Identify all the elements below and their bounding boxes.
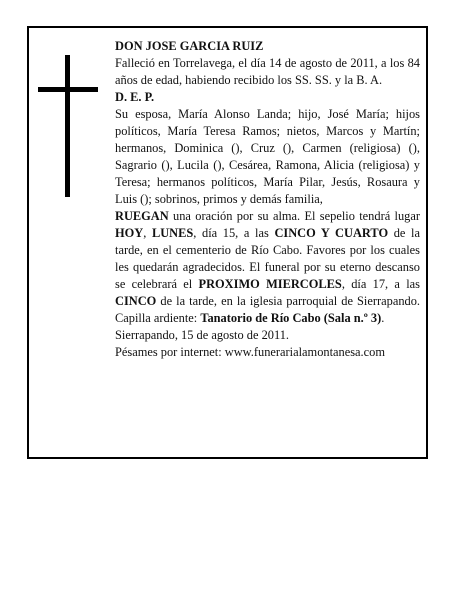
funeral-text-part: , día 15, a las bbox=[193, 226, 275, 240]
death-statement: Falleció en Torrelavega, el día 14 de agosto de 2011, a los 84 años de edad, habiendo recibido los SS. SS. y la B. A. bbox=[115, 56, 420, 87]
cross-vertical-bar bbox=[65, 55, 70, 197]
burial-time: CINCO Y CUARTO bbox=[274, 226, 389, 240]
weekday-label: LUNES bbox=[151, 226, 194, 240]
funeral-text-part: de la tarde, en el cementerio de Río Cabo. Favores por los cuales les quedarán agradecidos. El funeral por su eterno descanso se celebrará el bbox=[115, 226, 420, 291]
cross-horizontal-bar bbox=[38, 87, 98, 92]
today-label: HOY bbox=[115, 226, 144, 240]
funeral-text-part: de la tarde, en la iglesia parroquial de Sierrapando. Capilla ardiente: bbox=[115, 294, 420, 325]
funeral-day: PROXIMO MIERCOLES bbox=[198, 277, 342, 291]
funeral-text-part: , día 17, a las bbox=[341, 277, 420, 291]
ruegan-label: RUEGAN bbox=[115, 209, 169, 223]
funeral-text-part: una oración por su alma. El sepelio tendrá lugar bbox=[168, 209, 420, 223]
funeral-details bbox=[115, 208, 420, 327]
place-and-date: Sierrapando, 15 de agosto de 2011. bbox=[115, 328, 290, 342]
funeral-time: CINCO bbox=[115, 294, 157, 308]
funeral-text-part: . bbox=[381, 311, 385, 325]
condolences-info: Pésames por internet: www.funerarialamontanesa.com bbox=[115, 345, 385, 359]
rest-in-peace: D. E. P. bbox=[115, 90, 155, 104]
funeral-text-part: , bbox=[143, 226, 152, 240]
notice-text bbox=[115, 38, 420, 361]
family-list: Su esposa, María Alonso Landa; hijo, José María; hijos políticos, María Teresa Ramos; nietos, Marcos y Martín; hermanos, Dominica (), Cruz (), Carmen (religiosa) (), Sagrario (), Lucila (), Cesárea, Ramona, Alicia (religiosa) y Teresa; hermanos políticos, María Pilar, Jesús, Rosaura y Luis (); sobrinos, primos y demás familia, bbox=[115, 107, 420, 206]
deceased-name: DON JOSE GARCIA RUIZ bbox=[115, 39, 264, 53]
chapel-location: Tanatorio de Río Cabo (Sala n.º 3) bbox=[200, 311, 382, 325]
cross-icon bbox=[38, 55, 98, 197]
